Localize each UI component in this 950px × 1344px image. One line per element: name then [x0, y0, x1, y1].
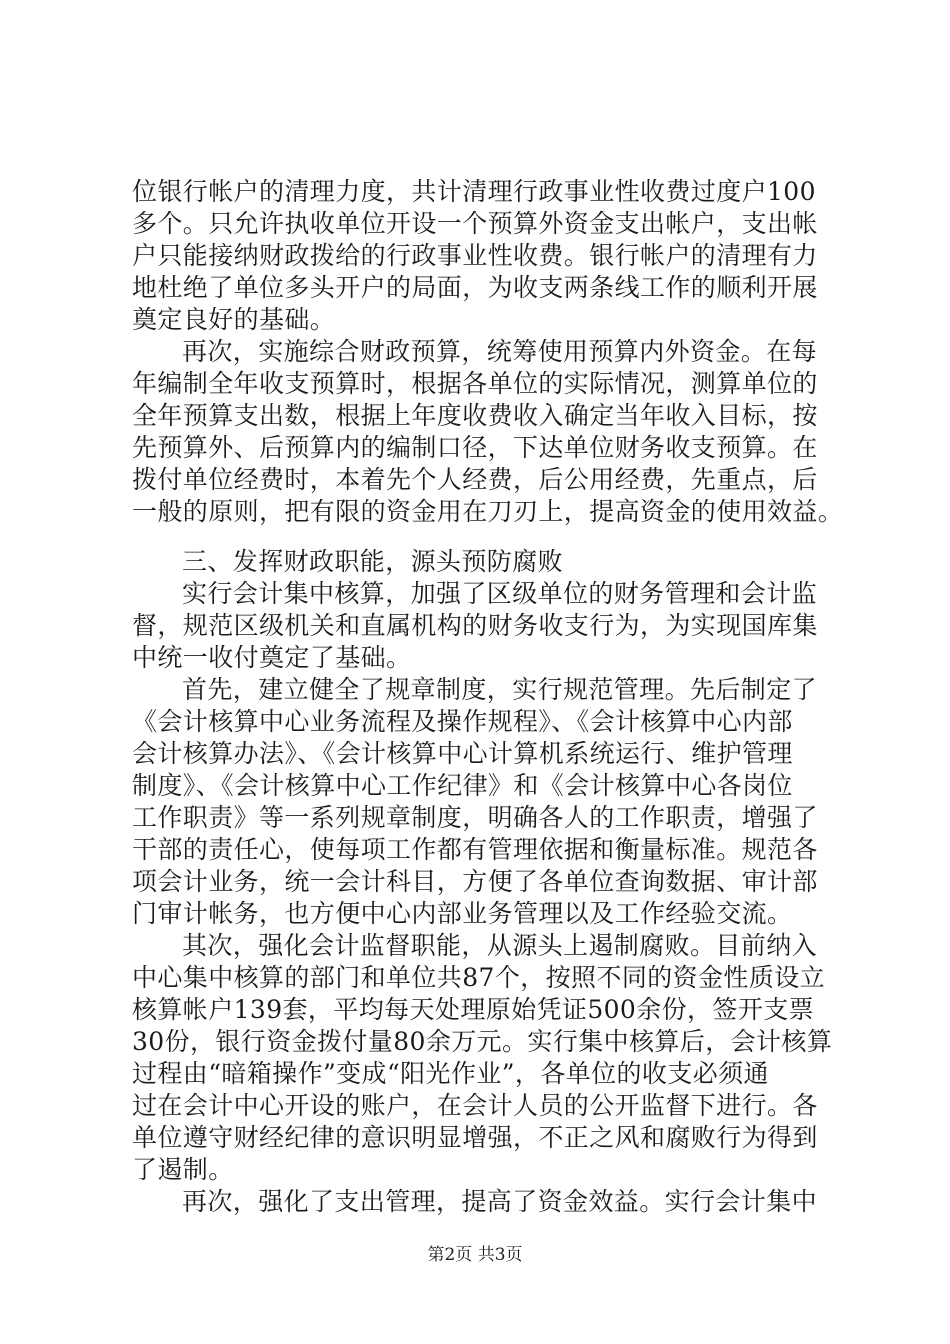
text-line: 多个。只允许执收单位开设一个预算外资金支出帐户，支出帐 [132, 209, 818, 238]
paragraph [132, 176, 832, 336]
text-line: 一般的原则，把有限的资金用在刀刃上，提高资金的使用效益。 [132, 497, 844, 526]
text-line: 30份，银行资金拨付量80余万元。实行集中核算后，会计核算 [132, 1027, 833, 1056]
text-line: 过程由“暗箱操作”变成“阳光作业”，各单位的收支必须通 [132, 1059, 769, 1088]
text-line: 实行会计集中核算，加强了区级单位的财务管理和会计监 [182, 579, 818, 608]
text-line: 奠定良好的基础。 [132, 305, 336, 334]
section-spacer [132, 528, 832, 546]
text-line: 中统一收付奠定了基础。 [132, 643, 412, 672]
paragraph [132, 578, 832, 674]
paragraph [132, 1186, 832, 1218]
text-line: 单位遵守财经纪律的意识明显增强，不正之风和腐败行为得到 [132, 1123, 818, 1152]
text-line: 项会计业务，统一会计科目，方便了各单位查询数据、审计部 [132, 867, 818, 896]
paragraph [132, 336, 844, 528]
page-footer: 第2页 共3页 [427, 1245, 523, 1265]
paragraph [132, 930, 832, 1186]
text-line: 督，规范区级机关和直属机构的财务收支行为，为实现国库集 [132, 611, 818, 640]
text-line: 门审计帐务，也方便中心内部业务管理以及工作经验交流。 [132, 899, 793, 928]
text-line: 户只能接纳财政拨给的行政事业性收费。银行帐户的清理有力 [132, 241, 818, 270]
text-line: 再次，强化了支出管理，提高了资金效益。实行会计集中 [182, 1187, 818, 1216]
text-line: 拨付单位经费时，本着先个人经费，后公用经费，先重点，后 [132, 465, 818, 494]
text-line: 会计核算办法》、《会计核算中心计算机系统运行、维护管理 [132, 739, 793, 768]
text-line: 先预算外、后预算内的编制口径，下达单位财务收支预算。在 [132, 433, 818, 462]
text-line: 《会计核算中心业务流程及操作规程》、《会计核算中心内部 [132, 707, 793, 736]
text-line: 首先，建立健全了规章制度，实行规范管理。先后制定了 [182, 675, 818, 704]
document-body [132, 176, 844, 1218]
text-line: 核算帐户139套，平均每天处理原始凭证500余份，签开支票 [132, 995, 815, 1024]
section-heading [132, 546, 832, 578]
text-line: 工作职责》等一系列规章制度，明确各人的工作职责，增强了 [132, 803, 818, 832]
text-line: 过在会计中心开设的账户，在会计人员的公开监督下进行。各 [132, 1091, 818, 1120]
text-line: 全年预算支出数，根据上年度收费收入确定当年收入目标，按 [132, 401, 818, 430]
heading-line: 三、发挥财政职能，源头预防腐败 [182, 547, 564, 576]
text-line: 制度》、《会计核算中心工作纪律》和《会计核算中心各岗位 [132, 771, 793, 800]
text-line: 再次，实施综合财政预算，统筹使用预算内外资金。在每 [182, 337, 818, 366]
text-line: 位银行帐户的清理力度，共计清理行政事业性收费过度户100 [132, 177, 816, 206]
paragraph [132, 674, 832, 930]
text-line: 了遏制。 [132, 1155, 234, 1184]
text-line: 中心集中核算的部门和单位共87个，按照不同的资金性质设立 [132, 963, 826, 992]
text-line: 地杜绝了单位多头开户的局面，为收支两条线工作的顺利开展 [132, 273, 818, 302]
text-line: 干部的责任心，使每项工作都有管理依据和衡量标准。规范各 [132, 835, 818, 864]
text-line: 其次，强化会计监督职能，从源头上遏制腐败。目前纳入 [182, 931, 818, 960]
text-line: 年编制全年收支预算时，根据各单位的实际情况，测算单位的 [132, 369, 818, 398]
